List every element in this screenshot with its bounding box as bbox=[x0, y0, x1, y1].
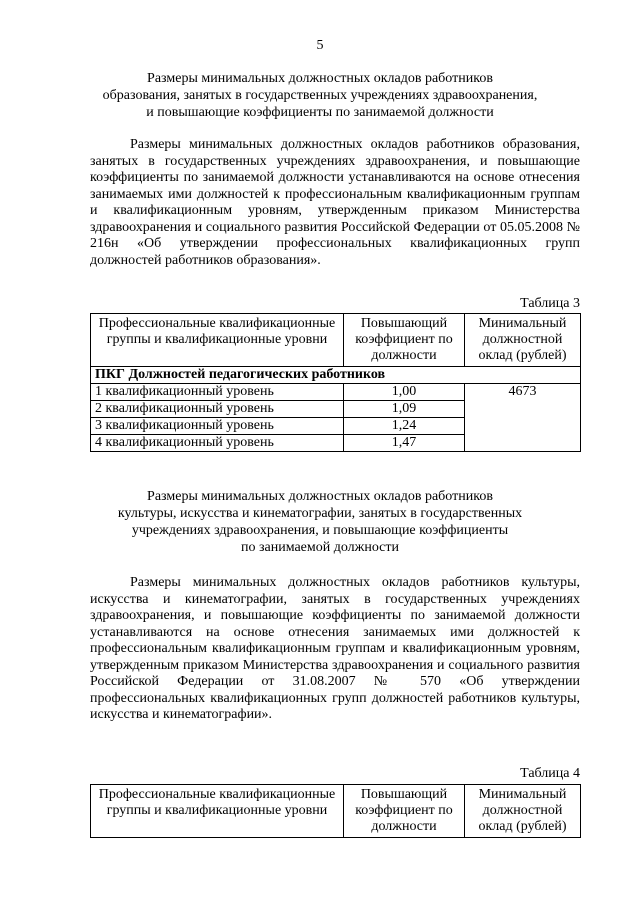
header-coef: Повышающий коэффициент по должности bbox=[344, 314, 465, 367]
table-header-row bbox=[91, 785, 581, 838]
level-cell: 4 квалификационный уровень bbox=[91, 435, 344, 452]
title-line: и повышающие коэффициенты по занимаемой должности bbox=[146, 105, 494, 120]
title-line: образования, занятых в государственных учреждениях здравоохранения, bbox=[102, 88, 538, 103]
title-line: Размеры минимальных должностных окладов работников bbox=[147, 489, 493, 504]
level-cell: 1 квалификационный уровень bbox=[91, 384, 344, 401]
table3 bbox=[90, 313, 581, 452]
level-cell: 3 квалификационный уровень bbox=[91, 418, 344, 435]
group-label: ПКГ Должностей педагогических работников bbox=[91, 367, 581, 384]
header-groups: Профессиональные квалификационные группы и квалификационные уровни bbox=[91, 314, 344, 367]
salary-cell: 4673 bbox=[465, 384, 581, 452]
table-row bbox=[91, 384, 581, 401]
table4-caption: Таблица 4 bbox=[520, 766, 580, 781]
section1-title bbox=[90, 70, 550, 121]
header-salary: Минимальный должностной оклад (рублей) bbox=[465, 314, 581, 367]
coef-cell: 1,47 bbox=[344, 435, 465, 452]
level-cell: 2 квалификационный уровень bbox=[91, 401, 344, 418]
page-number: 5 bbox=[316, 38, 324, 53]
title-line: Размеры минимальных должностных окладов работников bbox=[147, 71, 493, 86]
paragraph-text: Размеры минимальных должностных окладов работников образования, занятых в государственных учреждениях здравоохранения, и повышающие коэффициенты по занимаемой должности устанавливаются на основе отнесения занимаемых ими должностей к профессиональным квалификационным группам и квалификационным уровням, утвержденным приказом Министерства здравоохранения и социального развития Российской Федерации от 05.05.2008 № 216н «Об утверждении профессиональных квалификационных групп должностей работников образования». bbox=[90, 137, 580, 268]
header-groups: Профессиональные квалификационные группы и квалификационные уровни bbox=[91, 785, 344, 838]
paragraph-text: Размеры минимальных должностных окладов работников культуры, искусства и кинематографии, занятых в государственных учреждениях здравоохранения, и повышающие коэффициенты по занимаемой должности устанавливаются на основе отнесения занимаемых ими должностей к профессиональным квалификационным группам и квалификационным уровням, утвержденным приказом Министерства здравоохранения и социального развития Российской Федерации от 31.08.2007 № 570 «Об утверждении профессиональных квалификационных групп должностей работников культуры, искусства и кинематографии». bbox=[90, 575, 580, 722]
section2-title bbox=[90, 488, 550, 556]
table-header-row bbox=[91, 314, 581, 367]
header-coef: Повышающий коэффициент по должности bbox=[344, 785, 465, 838]
title-line: по занимаемой должности bbox=[240, 540, 400, 555]
header-salary: Минимальный должностной оклад (рублей) bbox=[465, 785, 581, 838]
coef-cell: 1,09 bbox=[344, 401, 465, 418]
coef-cell: 1,24 bbox=[344, 418, 465, 435]
title-line: культуры, искусства и кинематографии, занятых в государственных bbox=[117, 506, 523, 521]
table-group-row bbox=[91, 367, 581, 384]
section1-paragraph bbox=[90, 137, 580, 269]
coef-cell: 1,00 bbox=[344, 384, 465, 401]
title-line: учреждениях здравоохранения, и повышающие коэффициенты bbox=[131, 523, 509, 538]
table4 bbox=[90, 784, 581, 838]
section2-paragraph bbox=[90, 575, 580, 724]
table3-caption: Таблица 3 bbox=[520, 296, 580, 311]
